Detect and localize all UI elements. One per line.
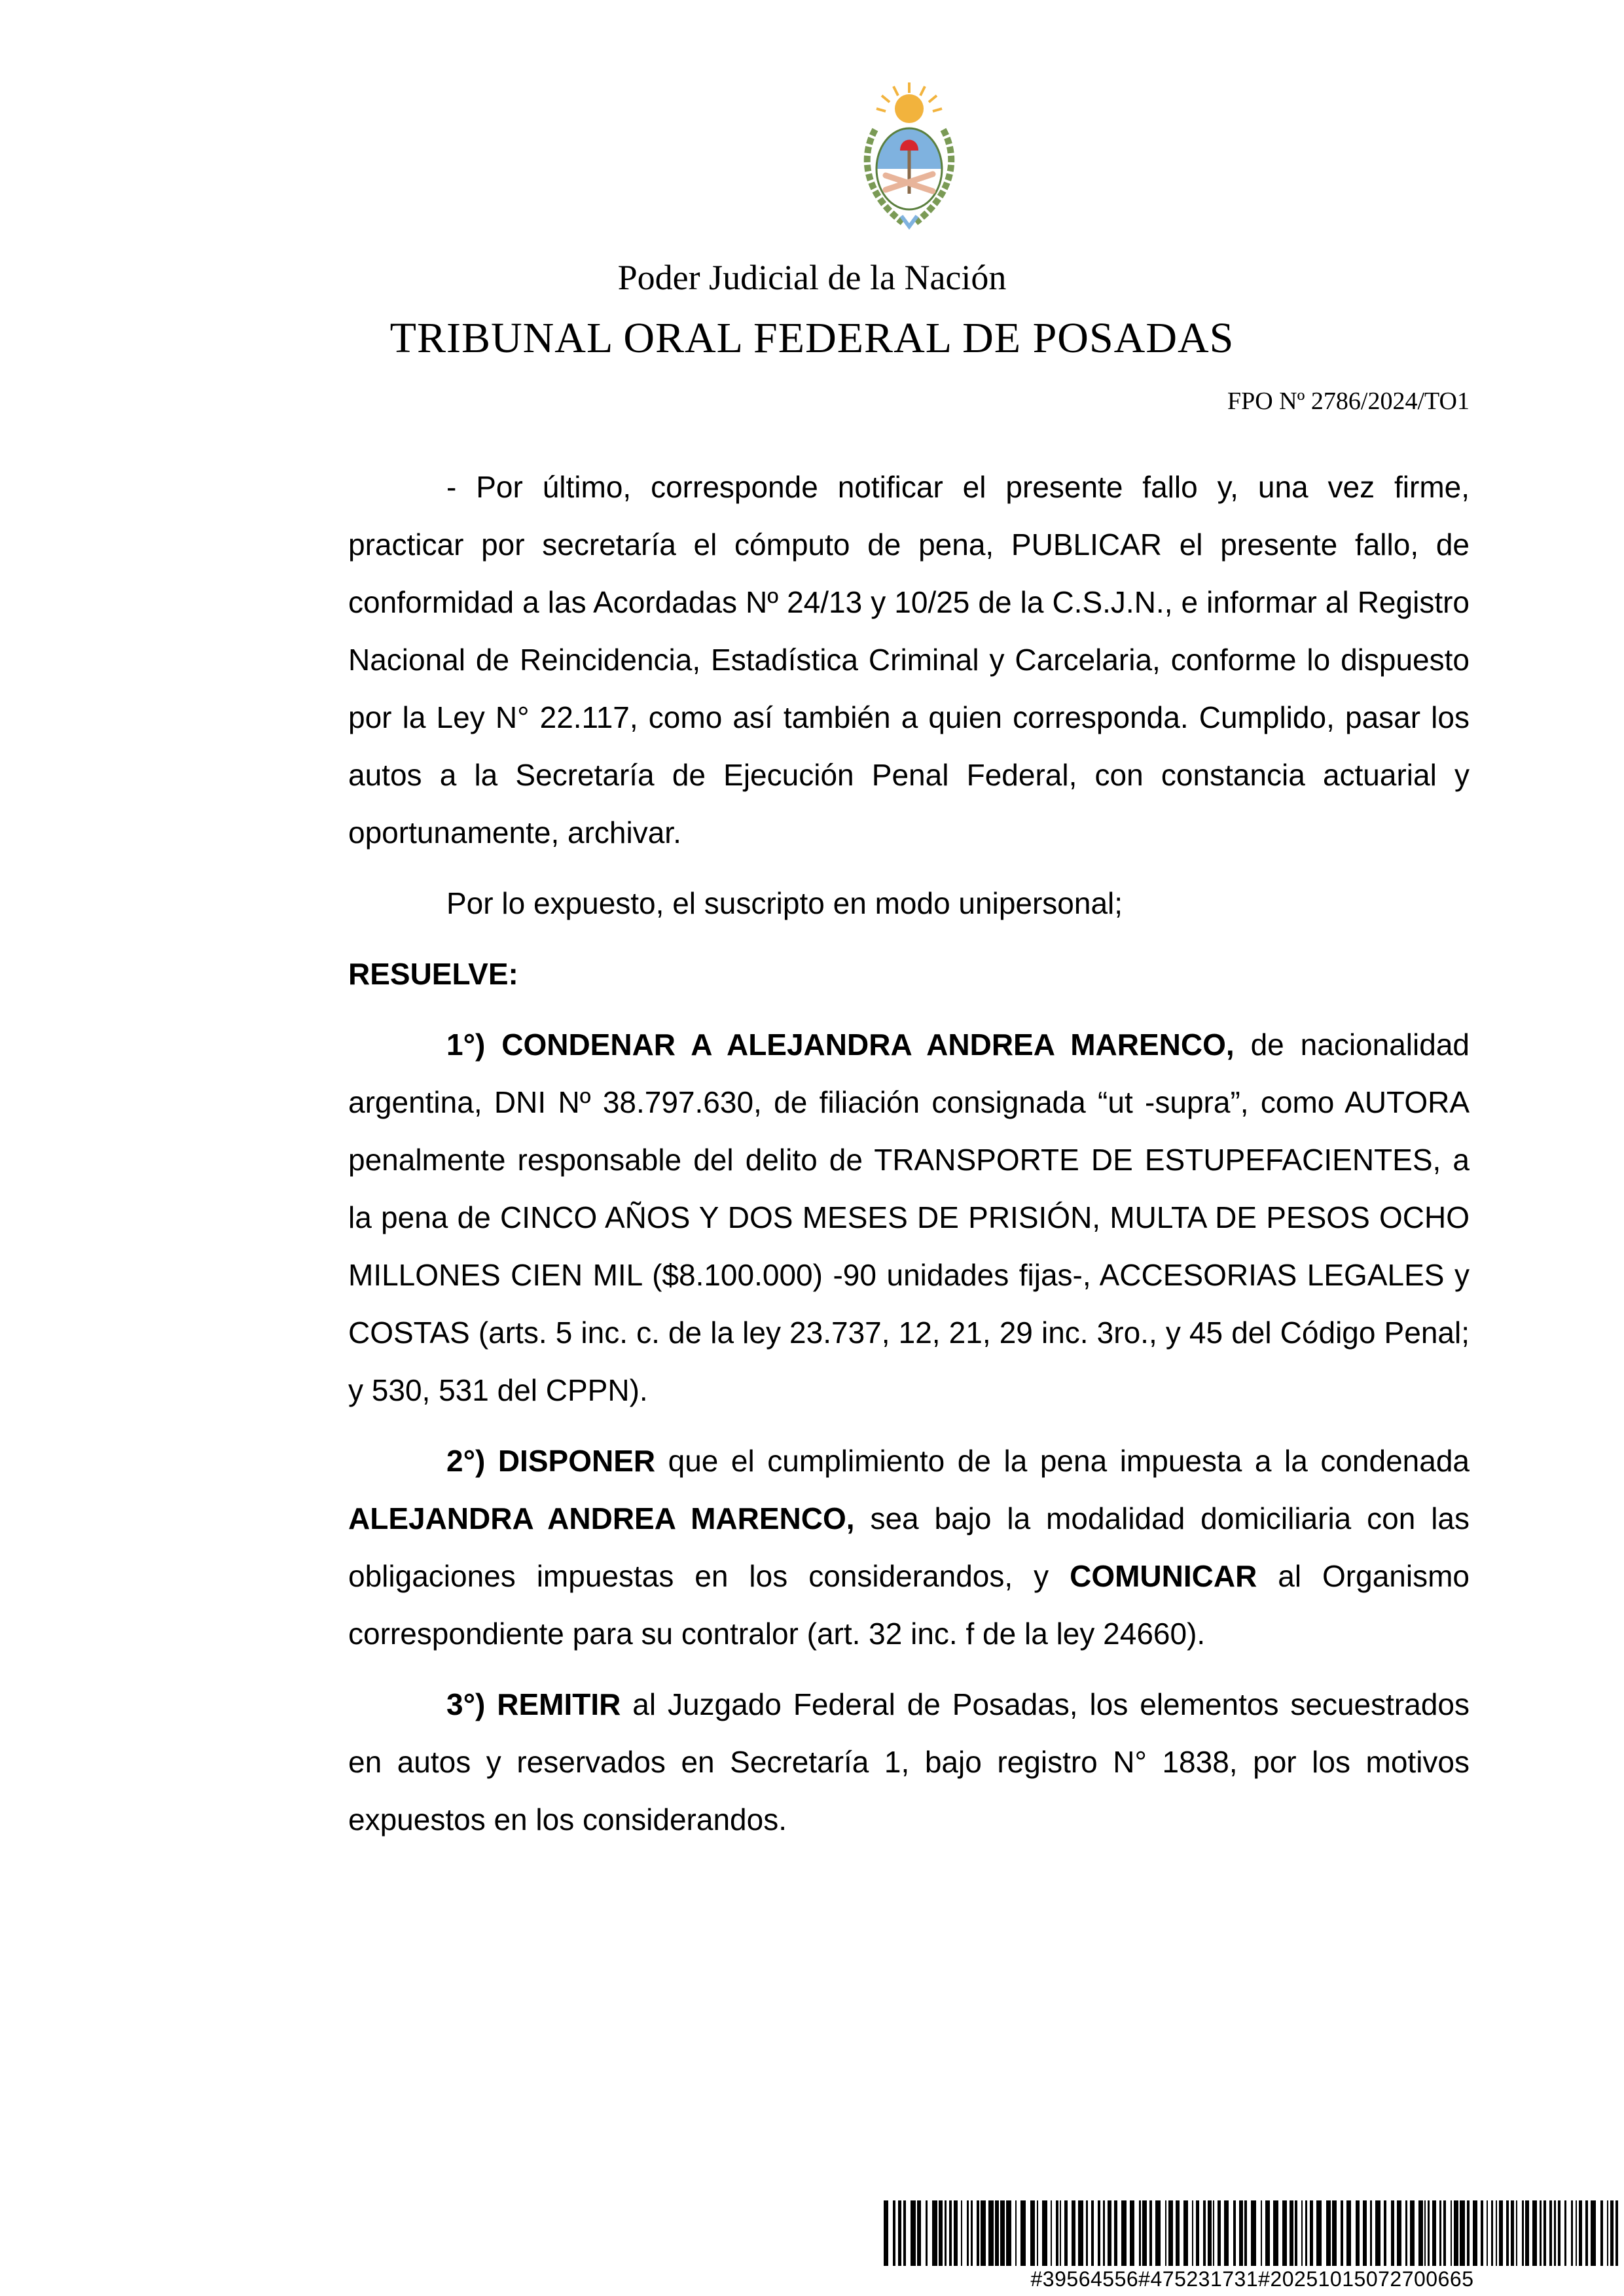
resolution-item-1 xyxy=(348,1016,1470,1419)
barcode xyxy=(884,2200,1621,2266)
resolution-1-text: de nacionalidad argentina, DNI Nº 38.797.630, de filiación consignada “ut -supra”, como AUTORA penalmente responsable del delito de TRANSPORTE DE ESTUPEFACIENTES, a la pena de CINCO AÑOS Y DOS MESES DE PRISIÓN, MULTA DE PESOS OCHO MILLONES CIEN MIL ($8.100.000) -90 unidades fijas-, ACCESORIAS LEGALES y COSTAS (arts. 5 inc. c. de la ley 23.737, 12, 21, 29 inc. 3ro., y 45 del Código Penal; y 530, 531 del CPPN). xyxy=(348,1028,1470,1407)
coat-of-arms-seal xyxy=(857,77,962,234)
sun-icon xyxy=(876,82,942,123)
paragraph-notification: - Por último, corresponde notificar el presente fallo y, una vez firme, practicar por secretaría el cómputo de pena, PUBLICAR el presente fallo, de conformidad a las Acordadas Nº 24/13 y 10/25 de la C.S.J.N., e informar al Registro Nacional de Reincidencia, Estadística Criminal y Carcelaria, conforme lo dispuesto por la Ley N° 22.117, como así también a quien corresponda. Cumplido, pasar los autos a la Secretaría de Ejecución Penal Federal, con constancia actuarial y oportunamente, archivar. xyxy=(348,470,1470,850)
barcode-text: #39564556#475231731#20251015072700665 xyxy=(1030,2267,1474,2291)
resuelve-heading: RESUELVE: xyxy=(348,957,518,991)
resolution-2-name: ALEJANDRA ANDREA MARENCO, xyxy=(348,1501,855,1535)
court-name: TRIBUNAL ORAL FEDERAL DE POSADAS xyxy=(389,314,1235,362)
paragraph-expuesto: Por lo expuesto, el suscripto en modo unipersonal; xyxy=(446,886,1123,920)
institution-name: Poder Judicial de la Nación xyxy=(617,258,1007,297)
resolution-2-text-a: que el cumplimiento de la pena impuesta a la condenada xyxy=(655,1444,1470,1478)
resolution-2-text-c: al Organismo correspondiente para su contralor (art. 32 inc. f de la ley 24660). xyxy=(348,1559,1470,1651)
resolution-3-text: al Juzgado Federal de Posadas, los elementos secuestrados en autos y reservados en Secretaría 1, bajo registro N° 1838, por los motivos expuestos en los considerandos. xyxy=(348,1687,1470,1837)
file-number: FPO Nº 2786/2024/TO1 xyxy=(1227,387,1470,415)
resolution-1-heading: 1°) CONDENAR A ALEJANDRA ANDREA MARENCO, xyxy=(446,1028,1235,1062)
resolution-2-heading: 2°) DISPONER xyxy=(446,1444,656,1478)
document-body xyxy=(348,458,1470,1848)
resolution-2-comunicar: COMUNICAR xyxy=(1070,1559,1257,1593)
resolution-item-2 xyxy=(348,1432,1470,1662)
resolution-item-3 xyxy=(348,1676,1470,1848)
resolution-3-heading: 3°) REMITIR xyxy=(446,1687,621,1721)
resolution-2-text-b: sea bajo la modalidad domiciliaria con las obligaciones impuestas en los considerandos, y xyxy=(348,1501,1470,1593)
